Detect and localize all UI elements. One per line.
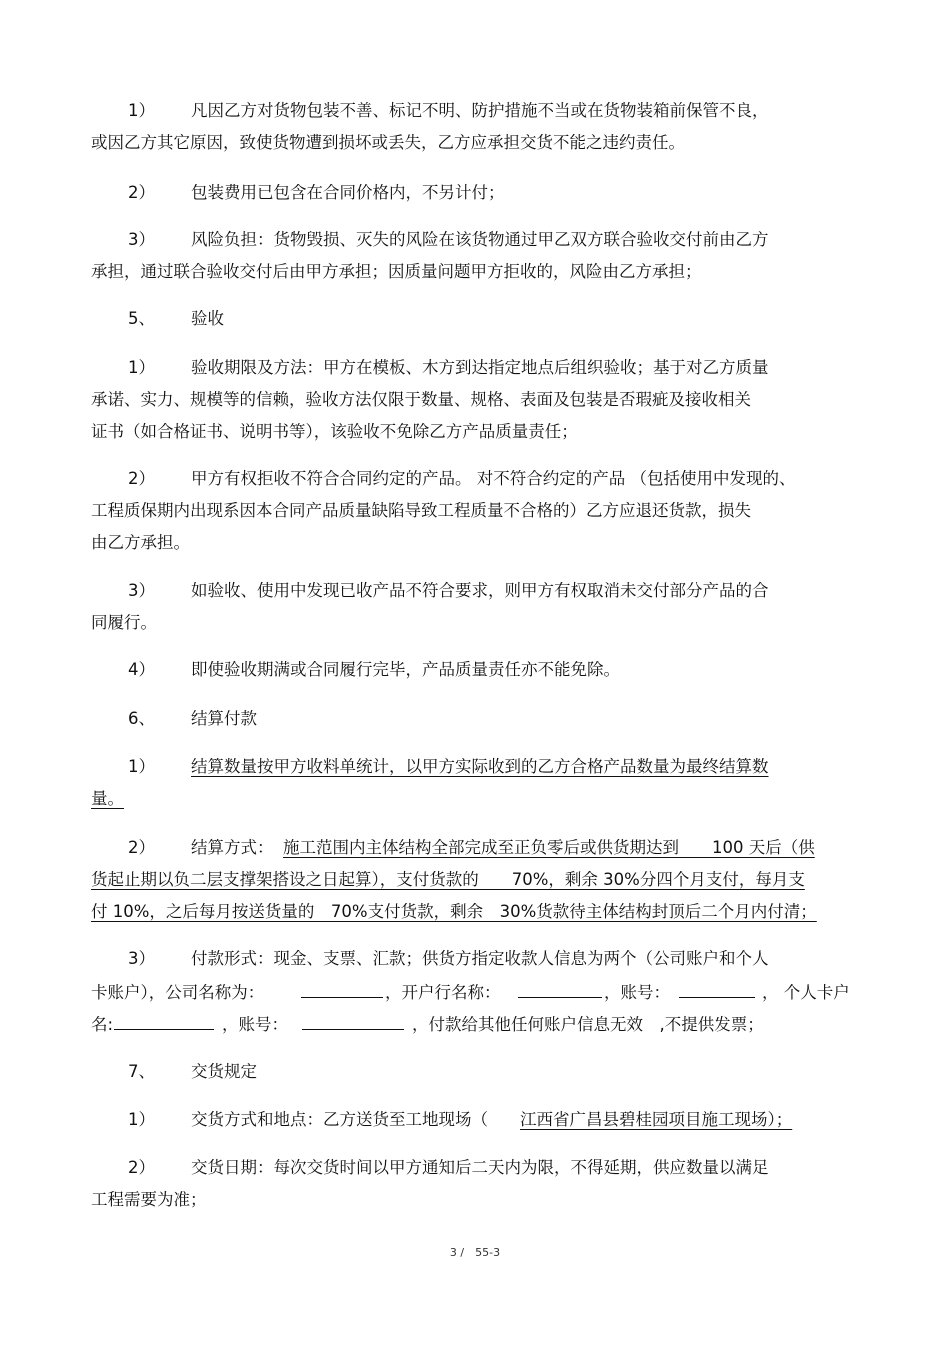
item-number: 1） <box>128 358 155 377</box>
paragraph-text: 承担，通过联合验收交付后由甲方承担；因质量问题甲方拒收的，风险由乙方承担； <box>91 262 702 281</box>
underlined-text: 量。 <box>91 789 124 808</box>
item-number: 1） <box>128 1110 155 1129</box>
cardholder-name-blank <box>114 1015 214 1030</box>
paragraph-text: 即使验收期满或合同履行完毕，产品质量责任亦不能免除。 <box>191 660 620 679</box>
item-number: 3） <box>128 230 155 249</box>
paragraph-text: 证书（如合格证书、说明书等），该验收不免除乙方产品质量责任； <box>91 422 578 441</box>
section-title: 验收 <box>191 309 224 328</box>
paragraph-text: 由乙方承担。 <box>91 533 190 552</box>
paragraph-text: 交货日期：每次交货时间以甲方通知后二天内为限，不得延期，供应数量以满足 <box>191 1158 769 1177</box>
paragraph-text: 结算方式： <box>191 838 274 857</box>
item-number: 3） <box>128 581 155 600</box>
paragraph-text: 或因乙方其它原因，致使货物遭到损坏或丢失，乙方应承担交货不能之违约责任。 <box>91 133 685 152</box>
paragraph-text: 同履行。 <box>91 613 157 632</box>
section-title: 交货规定 <box>191 1062 257 1081</box>
paragraph-text: 凡因乙方对货物包装不善、标记不明、防护措施不当或在货物装箱前保管不良， <box>191 101 769 120</box>
paragraph-text: ，开户行名称： <box>385 983 501 1002</box>
item-number: 2） <box>128 838 155 857</box>
item-number: 3） <box>128 949 155 968</box>
item-number: 2） <box>128 469 155 488</box>
paragraph-text: 工程需要为准； <box>91 1190 207 1209</box>
underlined-text: 结算数量按甲方收料单统计，以甲方实际收到的乙方合格产品数量为最终结算数 <box>191 757 769 776</box>
page-number-footer: 3 / 55-3 <box>449 1246 501 1259</box>
paragraph-text: 如验收、使用中发现已收产品不符合要求，则甲方有权取消未交付部分产品的合 <box>191 581 769 600</box>
paragraph-text: 风险负担：货物毁损、灭失的风险在该货物通过甲乙双方联合验收交付前由乙方 <box>191 230 769 249</box>
card-account-blank <box>302 1015 404 1030</box>
bank-name-blank <box>518 983 602 998</box>
company-name-blank <box>301 983 383 998</box>
section-number: 7、 <box>128 1062 155 1081</box>
paragraph-text: 名: <box>91 1015 114 1034</box>
item-number: 2） <box>128 183 155 202</box>
underlined-text: 江西省广昌县碧桂园项目施工现场）； <box>520 1110 793 1129</box>
paragraph-text: 包装费用已包含在合同价格内，不另计付； <box>191 183 505 202</box>
item-number: 4） <box>128 660 155 679</box>
account-number-blank <box>679 983 755 998</box>
paragraph-text: 甲方有权拒收不符合合同约定的产品。 对不符合约定的产品 （包括使用中发现的、 <box>191 469 796 488</box>
paragraph-text: 工程质保期内出现系因本合同产品质量缺陷导致工程质量不合格的）乙方应退还货款，损失 <box>91 501 751 520</box>
paragraph-text: 承诺、实力、规模等的信赖，验收方法仅限于数量、规格、表面及包装是否瑕疵及接收相关 <box>91 390 751 409</box>
paragraph-text: ，账号： <box>604 983 670 1002</box>
paragraph-text: ，付款给其他任何账户信息无效 ,不提供发票； <box>412 1015 764 1034</box>
paragraph-text: 付款形式：现金、支票、汇款；供货方指定收款人信息为两个（公司账户和个人 <box>191 949 769 968</box>
section-title: 结算付款 <box>191 709 257 728</box>
underlined-text: 付 10%，之后每月按送货量的 70%支付货款，剩余 30%货款待主体结构封顶后二个月内付清； <box>91 902 817 921</box>
paragraph-text: 验收期限及方法：甲方在模板、木方到达指定地点后组织验收；基于对乙方质量 <box>191 358 769 377</box>
paragraph-text: 卡账户），公司名称为： <box>91 983 265 1002</box>
item-number: 1） <box>128 757 155 776</box>
paragraph-text: 交货方式和地点：乙方送货至工地现场（ <box>191 1110 488 1129</box>
item-number: 2） <box>128 1158 155 1177</box>
item-number: 1） <box>128 101 155 120</box>
section-number: 6、 <box>128 709 155 728</box>
section-number: 5、 <box>128 309 155 328</box>
paragraph-text: ， 个人卡户 <box>762 983 850 1002</box>
underlined-text: 施工范围内主体结构全部完成至正负零后或供货期达到 100 天后（供 <box>283 838 815 857</box>
paragraph-text: ，账号： <box>222 1015 288 1034</box>
underlined-text: 货起止期以负二层支撑架搭设之日起算），支付货款的 70%，剩余 30%分四个月支付，每月支 <box>91 870 805 889</box>
